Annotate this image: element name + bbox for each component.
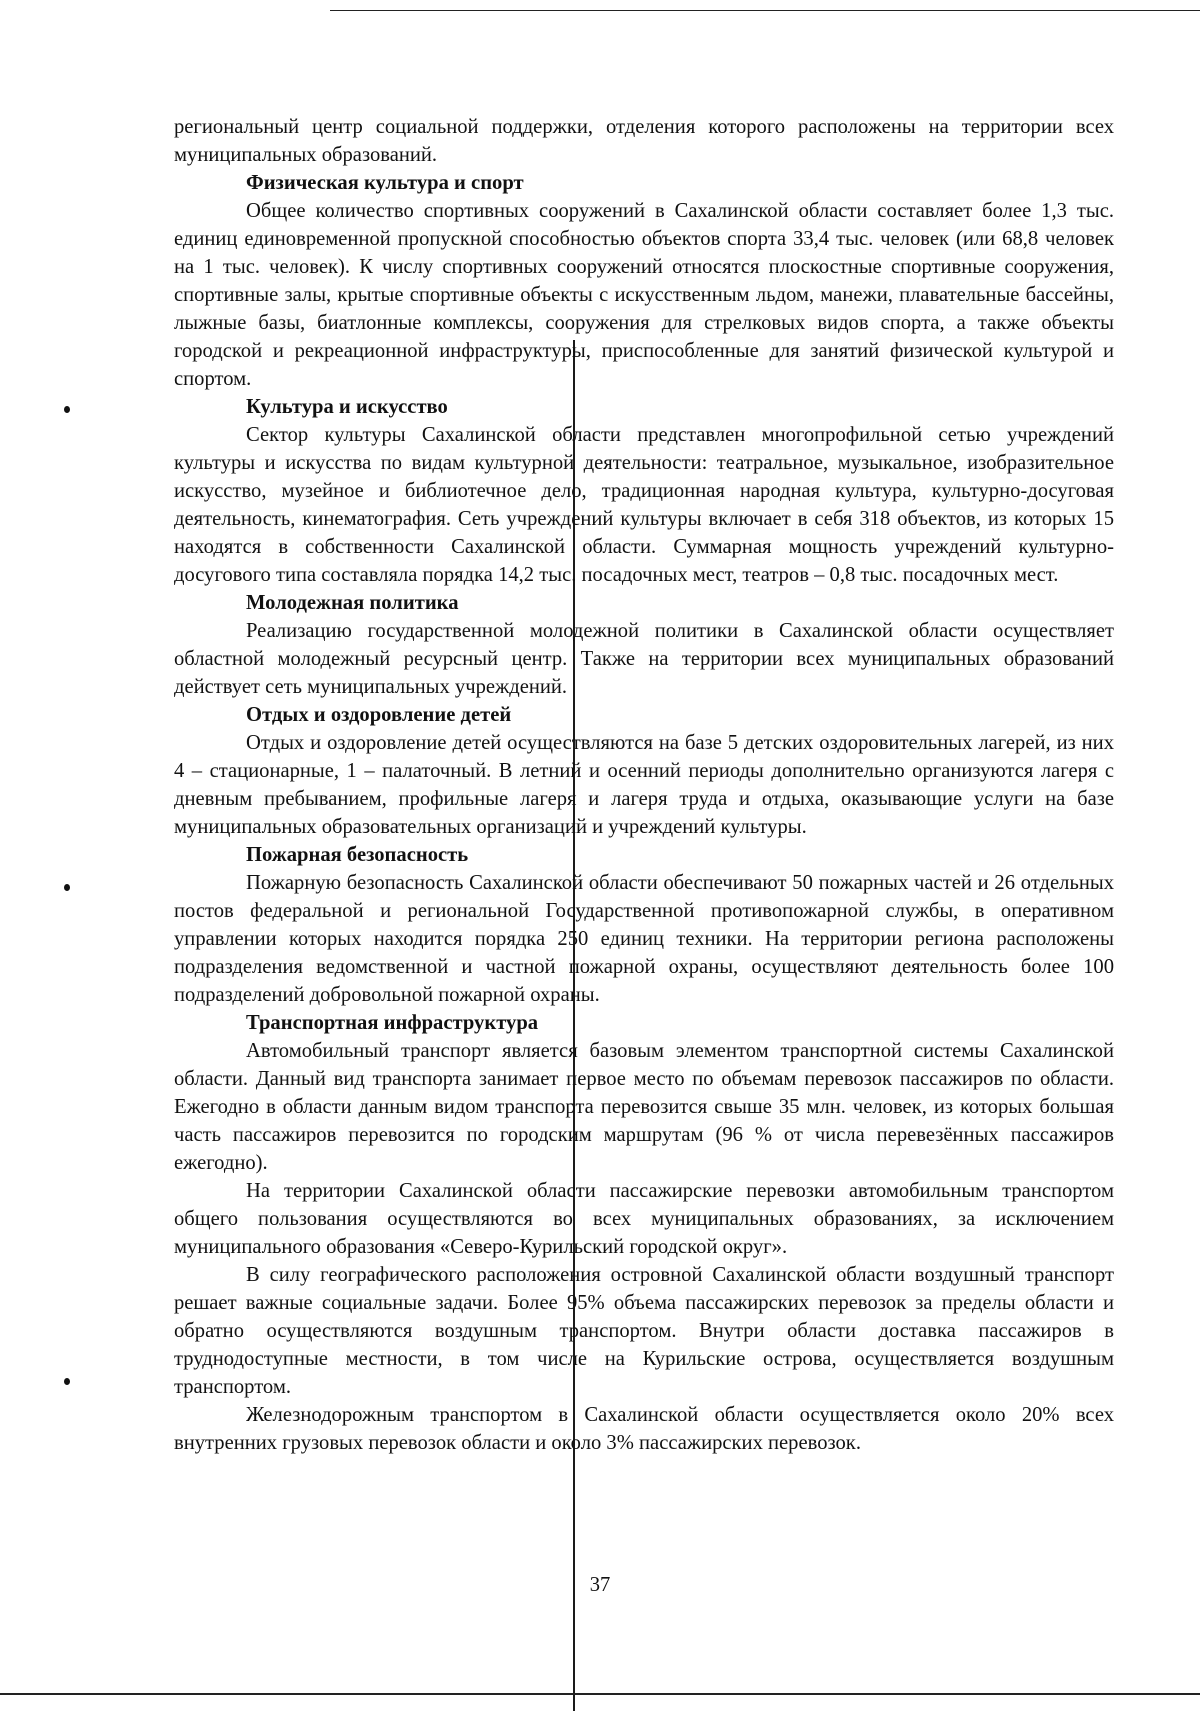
heading-children: Отдых и оздоровление детей: [246, 704, 512, 726]
scan-bottom-line: [0, 1693, 1200, 1695]
scan-mark: [64, 1378, 70, 1385]
paragraph-youth: Реализацию государственной молодежной политики в Сахалинской области осуществляет областной молодежный ресурсный центр. Также на территории всех муниципальных образований действует сеть муниципальных учреждений.: [174, 620, 1114, 698]
paragraph-transport-rail: Железнодорожным транспортом в Сахалинской области осуществляется около 20% всех внутренних грузовых перевозок области и около 3% пассажирских перевозок.: [174, 1404, 1114, 1454]
heading-sport: Физическая культура и спорт: [246, 172, 524, 194]
paragraph-culture: Сектор культуры Сахалинской области представлен многопрофильной сетью учреждений культуры и искусства по видам культурной деятельности: театральное, музыкальное, изобразительное искусство, музейное и библиотечное дело, традиционная народная культура, культурно-досуговая деятельность, кинематография. Сеть учреждений культуры включает в себя 318 объектов, из которых 15 находятся в собственности Сахалинской области. Суммарная мощность учреждений культурно-досугового типа составляла порядка 14,2 тыс. посадочных мест, театров – 0,8 тыс. посадочных мест.: [174, 424, 1114, 586]
heading-fire: Пожарная безопасность: [246, 844, 469, 866]
paragraph-transport-auto: Автомобильный транспорт является базовым элементом транспортной системы Сахалинской области. Данный вид транспорта занимает первое место по объемам перевозок пассажиров по области. Ежегодно в области данным видом транспорта перевозится свыше 35 млн. человек, из которых большая часть пассажиров перевозится по городским маршрутам (96 % от числа перевезённых пассажиров ежегодно).: [174, 1040, 1114, 1174]
page-number: 37: [589, 1574, 611, 1596]
heading-transport: Транспортная инфраструктура: [246, 1012, 539, 1034]
paragraph-fire: Пожарную безопасность Сахалинской области обеспечивают 50 пожарных частей и 26 отдельных постов федеральной и региональной Государственной противопожарной службы, в оперативном управлении которых находится порядка 250 единиц техники. На территории региона расположены подразделения ведомственной и частной пожарной охраны, осуществляют деятельность более 100 подразделений добровольной пожарной охраны.: [174, 872, 1114, 1006]
paragraph-intro: региональный центр социальной поддержки, отделения которого расположены на территории всех муниципальных образований.: [174, 116, 1114, 166]
scan-top-line: [330, 10, 1200, 11]
paragraph-transport-air: В силу географического расположения островной Сахалинской области воздушный транспорт решает важные социальные задачи. Более 95% объема пассажирских перевозок за пределы области и обратно осуществляются воздушным транспортом. Внутри области доставка пассажиров в труднодоступные местности, в том числе на Курильские острова, осуществляется воздушным транспортом.: [174, 1264, 1114, 1398]
document-body: [174, 113, 1114, 1457]
paragraph-transport-passenger: На территории Сахалинской области пассажирские перевозки автомобильным транспортом общего пользования осуществляются во всех муниципальных образованиях, за исключением муниципального образования «Северо-Курильский городской округ».: [174, 1180, 1114, 1258]
paragraph-sport: Общее количество спортивных сооружений в Сахалинской области составляет более 1,3 тыс. единиц единовременной пропускной способностью объектов спорта 33,4 тыс. человек (или 68,8 человек на 1 тыс. человек). К числу спортивных сооружений относятся плоскостные спортивные сооружения, спортивные залы, крытые спортивные объекты с искусственным льдом, манежи, плавательные бассейны, лыжные базы, биатлонные комплексы, сооружения для стрелковых видов спорта, а также объекты городской и рекреационной инфраструктуры, приспособленные для занятий физической культурой и спортом.: [174, 200, 1114, 390]
paragraph-children: Отдых и оздоровление детей осуществляются на базе 5 детских оздоровительных лагерей, из них 4 – стационарные, 1 – палаточный. В летний и осенний периоды дополнительно организуются лагеря с дневным пребыванием, профильные лагеря и лагеря труда и отдыха, оказывающие услуги на базе муниципальных образовательных организаций и учреждений культуры.: [174, 732, 1114, 838]
scan-mark: [64, 406, 70, 413]
scan-mark: [64, 884, 70, 891]
heading-culture: Культура и искусство: [246, 396, 448, 418]
heading-youth: Молодежная политика: [246, 592, 459, 614]
